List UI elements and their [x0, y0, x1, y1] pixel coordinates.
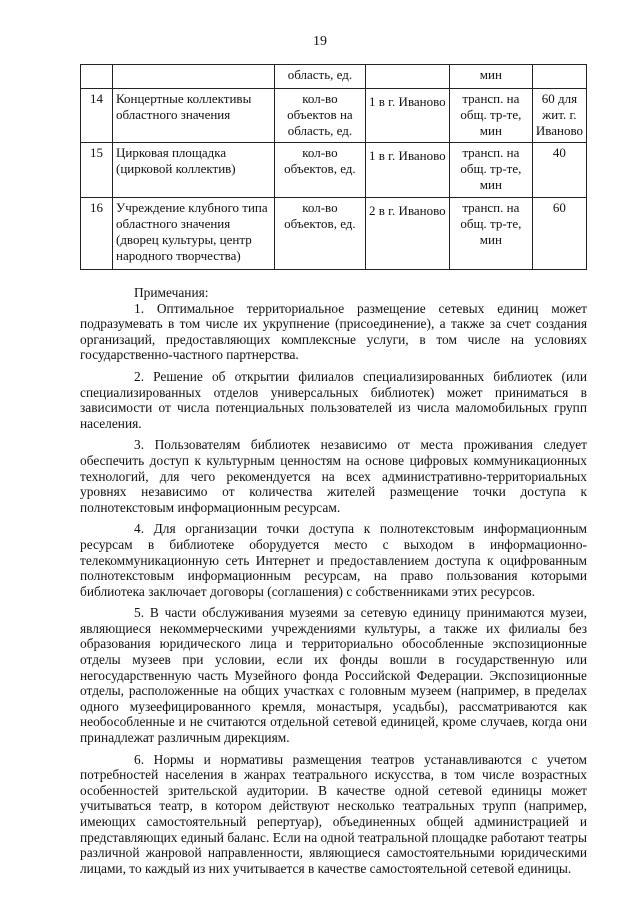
- cell-unit: область, ед.: [274, 65, 365, 89]
- note-item: 6. Нормы и нормативы размещения театров устанавливаются с учетом потребностей населения в жанрах театрального искусства, в том числе возрастных особенностей зрительской аудитории. В качестве одной сетевой единицы может учитываться театр, в котором действуют несколько театральных трупп (например, имеющих самостоятельный репертуар), объединенных общей администрацией и представляющих единый баланс. Если на одной театральной площадке работают театры различной жанровой направленности, являющиеся самостоятельными юридическими лицами, то каждый из них учитывается в качестве самостоятельной сетевой единицы.: [80, 751, 587, 876]
- note-item: 3. Пользователям библиотек независимо от места проживания следует обеспечить доступ к культурным ценностям на основе цифровых коммуникационных технологий, для чего рекомендуется на всех административно-территориальных уровнях независимо от количества жителей размещение точки доступа к полнотекстовым информационным ресурсам.: [80, 437, 587, 515]
- page-number: 19: [313, 34, 327, 49]
- note-item: 4. Для организации точки доступа к полнотекстовым информационным ресурсам в библиотеке оборудуется место с выходом в информационно-телекоммуникационную сеть Интернет и предоставлением доступа к оцифрованным полнотекстовым информационным ресурсам, на право пользования которыми библиотека заключает договоры (соглашения) с собственниками этих ресурсов.: [80, 521, 587, 599]
- note-item: 1. Оптимальное территориальное размещение сетевых единиц может подразумевать в том числе их укрупнение (присоединение), а также за счет создания организаций, предоставляющих комплексные услуги, в том числе на условиях государственно-частного партнерства.: [80, 300, 587, 363]
- cell-number: 14: [81, 89, 113, 143]
- cell-number: 15: [81, 143, 113, 198]
- cell-name: Концертные коллективы областного значения: [112, 89, 274, 143]
- cell-norm: 60 для жит. г. Иваново: [532, 89, 586, 143]
- cell-location: 1 в г. Иваново: [365, 89, 449, 143]
- note-item: 5. В части обслуживания музеями за сетевую единицу принимаются музеи, являющиеся некоммерческими учреждениями культуры, а также их филиалы без образования юридического лица и территориально обособленные экспозиционные отделы музеев при условии, если их фонды вошли в государственную или негосударственную часть Музейного фонда Российской Федерации. Экспозиционные отделы, расположенные на общих участках с головным музеем (например, в пределах одного музеефицированного кремля, монастыря, усадьбы), рассматриваются как необособленные и не считаются отдельной сетевой единицей, кроме случаев, когда они принадлежат различным дирекциям.: [80, 605, 587, 746]
- cell-unit: кол-во объектов на область, ед.: [274, 89, 365, 143]
- cell-norm: 60: [532, 198, 586, 270]
- cell-location: 1 в г. Иваново: [365, 143, 449, 198]
- cell-location: [365, 65, 449, 89]
- notes-section: [80, 285, 587, 882]
- cell-access: трансп. на общ. тр-те, мин: [449, 143, 532, 198]
- cell-access: трансп. на общ. тр-те, мин: [449, 198, 532, 270]
- table-row: [81, 143, 587, 198]
- cell-name: Цирковая площадка (цирковой коллектив): [112, 143, 274, 198]
- cell-unit: кол-во объектов, ед.: [274, 198, 365, 270]
- table-row: [81, 89, 587, 143]
- note-item: 2. Решение об открытии филиалов специализированных библиотек (или специализированных отделов универсальных библиотек) может приниматься в зависимости от числа потенциальных пользователей из числа маломобильных групп населения.: [80, 368, 587, 431]
- table-row: [81, 198, 587, 270]
- table-row: [81, 65, 587, 89]
- cell-location: 2 в г. Иваново: [365, 198, 449, 270]
- cell-norm: 40: [532, 143, 586, 198]
- cell-unit: кол-во объектов, ед.: [274, 143, 365, 198]
- cell-norm: [532, 65, 586, 89]
- notes-heading: Примечания:: [134, 285, 209, 300]
- norms-table: [80, 64, 587, 270]
- cell-number: [81, 65, 113, 89]
- cell-access: трансп. на общ. тр-те, мин: [449, 89, 532, 143]
- cell-number: 16: [81, 198, 113, 270]
- cell-name: [112, 65, 274, 89]
- cell-name: Учреждение клубного типа областного значения (дворец культуры, центр народного творчества): [112, 198, 274, 270]
- cell-access: мин: [449, 65, 532, 89]
